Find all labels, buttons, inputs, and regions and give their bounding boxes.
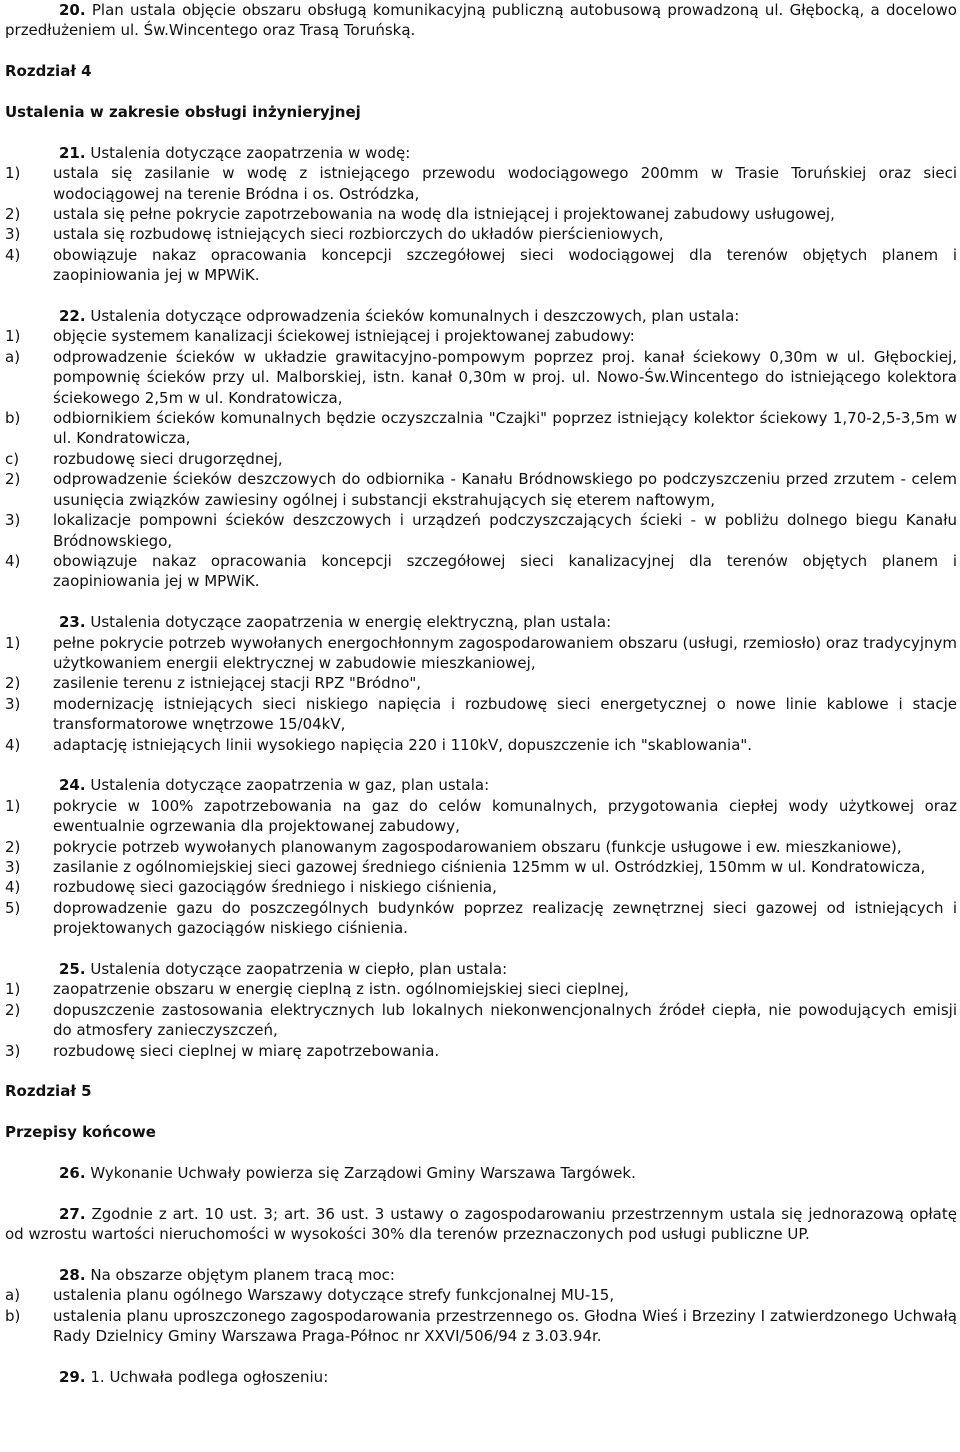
list-item: 3) ustala się rozbudowę istniejących sieci rozbiorczych do układów pierścieniowych, — [5, 225, 664, 244]
list-item: 2) ustala się pełne pokrycie zapotrzebowania na wodę dla istniejącej i projektowanej zabudowy usługowej, — [5, 205, 835, 224]
paragraph-22 — [5, 306, 957, 326]
chapter-4-title: Rozdział 4 — [5, 62, 92, 81]
chapter-5-title: Rozdział 5 — [5, 1082, 92, 1101]
list-item: 3) lokalizacje pompowni ścieków deszczowych i urządzeń podczyszczających ścieki - w pobliżu dolnego biegu Kanału Bródnowskiego, — [5, 511, 957, 550]
paragraph-number: 26. — [59, 1164, 86, 1182]
list-item: 3) zasilanie z ogólnomiejskiej sieci gazowej średniego ciśnienia 125mm w ul. Ostródzkiej, 150mm w ul. Kondratowicza, — [5, 857, 926, 876]
paragraph-20 — [5, 0, 957, 41]
paragraph-text: Wykonanie Uchwały powierza się Zarządowi Gminy Warszawa Targówek. — [90, 1164, 636, 1182]
paragraph-intro: Ustalenia dotyczące zaopatrzenia w gaz, plan ustala: — [90, 776, 490, 795]
paragraph-number: 28. — [59, 1266, 86, 1284]
list-item: a) ustalenia planu ogólnego Warszawy dotyczące strefy funkcjonalnej MU-15, — [5, 1286, 615, 1305]
document-page — [5, 0, 957, 1387]
paragraph-number: 22. — [59, 307, 86, 326]
paragraph-25 — [5, 959, 957, 979]
list-item: 4) rozbudowę sieci gazociągów średniego i niskiego ciśnienia, — [5, 878, 497, 897]
chapter-5-subtitle: Przepisy końcowe — [5, 1123, 156, 1142]
paragraph-intro: Ustalenia dotyczące zaopatrzenia w wodę: — [90, 143, 411, 162]
list-23 — [5, 633, 957, 755]
list-item: 4) obowiązuje nakaz opracowania koncepcji szczegółowej sieci wodociągowej dla terenów objętych planem i zaopiniowania jej w MPWiK. — [5, 245, 957, 285]
paragraph-27 — [5, 1204, 957, 1245]
list-item: 1) pełne pokrycie potrzeb wywołanych energochłonnym zagospodarowaniem obszaru (usługi, rzemiosło) oraz tradycyjnym użytkowaniem energii elektrycznej w zabudowie mieszkaniowej, — [5, 633, 957, 672]
paragraph-text: Plan ustala objęcie obszaru obsługą komunikacyjną publiczną autobusową prowadzoną ul. Głębocką, a docelowo przedłużeniem ul. Św.Wincentego oraz Trasą Toruńską. — [5, 1, 957, 40]
paragraph-number: 20. — [59, 1, 86, 19]
list-item: 2) dopuszczenie zastosowania elektrycznych lub lokalnych niekonwencjonalnych źródeł ciepła, nie powodujących emisji do atmosfery zanieczyszczeń, — [5, 1000, 957, 1040]
list-item: c) rozbudowę sieci drugorzędnej, — [5, 449, 283, 468]
list-item: 4) obowiązuje nakaz opracowania koncepcji szczegółowej sieci kanalizacyjnej dla terenów objętych planem i zaopiniowania jej w MPWiK. — [5, 551, 957, 591]
list-24 — [5, 796, 957, 939]
list-item: 1) zaopatrzenie obszaru w energię cieplną z istn. ogólnomiejskiej sieci cieplnej, — [5, 980, 629, 999]
list-25 — [5, 979, 957, 1061]
list-item: 3) modernizację istniejących sieci niskiego napięcia i rozbudowę sieci energetycznej o nowe linie kablowe i stacje transformatorowe wnętrzowe 15/04kV, — [5, 694, 957, 734]
paragraph-number: 27. — [59, 1204, 86, 1223]
list-item: a) odprowadzenie ścieków w układzie grawitacyjno-pompowym poprzez proj. kanał ściekowy 0,30m w ul. Głębockiej, pompownię ścieków przy ul. Malborskiej, istn. kanał 0,30m w proj. ul. Nowo-Św.Wincentego do istniejącego kolektora ściekowego 2,5m w ul. Kondratowicza, — [5, 347, 957, 407]
list-item: 2) pokrycie potrzeb wywołanych planowanym zagospodarowaniem obszaru (funkcje usługowe i ew. mieszkaniowe), — [5, 837, 902, 856]
list-28 — [5, 1285, 957, 1346]
paragraph-21 — [5, 143, 957, 163]
list-item: b) odbiornikiem ścieków komunalnych będzie oczyszczalnia "Czajki" poprzez istniejący kolektor ściekowy 1,70-2,5-3,5m w ul. Kondratowicza, — [5, 409, 957, 448]
list-22 — [5, 326, 957, 591]
paragraph-29 — [5, 1367, 957, 1387]
paragraph-intro: Ustalenia dotyczące odprowadzenia ścieków komunalnych i deszczowych, plan ustala: — [90, 307, 740, 326]
list-item: 1) ustala się zasilanie w wodę z istniejącego przewodu wodociągowego 200mm w Trasie Toruńskiej oraz sieci wodociągowej na terenie Bródna i os. Ostródzka, — [5, 164, 957, 203]
paragraph-24 — [5, 775, 957, 795]
list-21 — [5, 163, 957, 285]
paragraph-number: 21. — [59, 143, 86, 162]
list-item: b) ustalenia planu uproszczonego zagospodarowania przestrzennego os. Głodna Wieś i Brzeziny I zatwierdzonego Uchwałą Rady Dzielnicy Gminy Warszawa Praga-Północ nr XXVI/506/94 z 3.03.94r. — [5, 1306, 957, 1346]
paragraph-text: 1. Uchwała podlega ogłoszeniu: — [90, 1368, 329, 1387]
paragraph-number: 23. — [59, 613, 86, 632]
list-item: 1) objęcie systemem kanalizacji ściekowej istniejącej i projektowanej zabudowy: — [5, 327, 635, 346]
paragraph-26 — [5, 1163, 957, 1183]
paragraph-intro: Na obszarze objętym planem tracą moc: — [90, 1266, 395, 1284]
list-item: 1) pokrycie w 100% zapotrzebowania na gaz do celów komunalnych, przygotowania ciepłej wody użytkowej oraz ewentualnie ogrzewania dla projektowanej zabudowy, — [5, 796, 957, 836]
paragraph-number: 25. — [59, 959, 86, 978]
paragraph-number: 24. — [59, 776, 86, 795]
list-item: 2) zasilenie terenu z istniejącej stacji RPZ "Bródno", — [5, 674, 422, 693]
paragraph-23 — [5, 612, 957, 632]
list-item: 3) rozbudowę sieci cieplnej w miarę zapotrzebowania. — [5, 1041, 440, 1060]
paragraph-number: 29. — [59, 1368, 86, 1387]
paragraph-28 — [5, 1265, 957, 1285]
paragraph-text: Zgodnie z art. 10 ust. 3; art. 36 ust. 3 ustawy o zagospodarowaniu przestrzennym ustala się jednorazową opłatę od wzrostu wartości nieruchomości w wysokości 30% dla terenów przeznaczonych pod usługi publiczne UP. — [5, 1204, 957, 1244]
paragraph-intro: Ustalenia dotyczące zaopatrzenia w energię elektryczną, plan ustala: — [90, 613, 612, 632]
list-item: 2) odprowadzenie ścieków deszczowych do odbiornika - Kanału Bródnowskiego po podczyszczeniu przed zrzutem - celem usunięcia związków zawiesiny ogólnej i substancji ekstrahujących się eterem naftowym, — [5, 470, 957, 509]
list-item: 4) adaptację istniejących linii wysokiego napięcia 220 i 110kV, dopuszczenie ich "skablowania". — [5, 735, 753, 754]
paragraph-intro: Ustalenia dotyczące zaopatrzenia w ciepło, plan ustala: — [90, 959, 508, 978]
list-item: 5) doprowadzenie gazu do poszczególnych budynków poprzez realizację zewnętrznej sieci gazowej od istniejących i projektowanych gazociągów niskiego ciśnienia. — [5, 898, 957, 938]
chapter-4-subtitle: Ustalenia w zakresie obsługi inżynieryjnej — [5, 103, 361, 121]
